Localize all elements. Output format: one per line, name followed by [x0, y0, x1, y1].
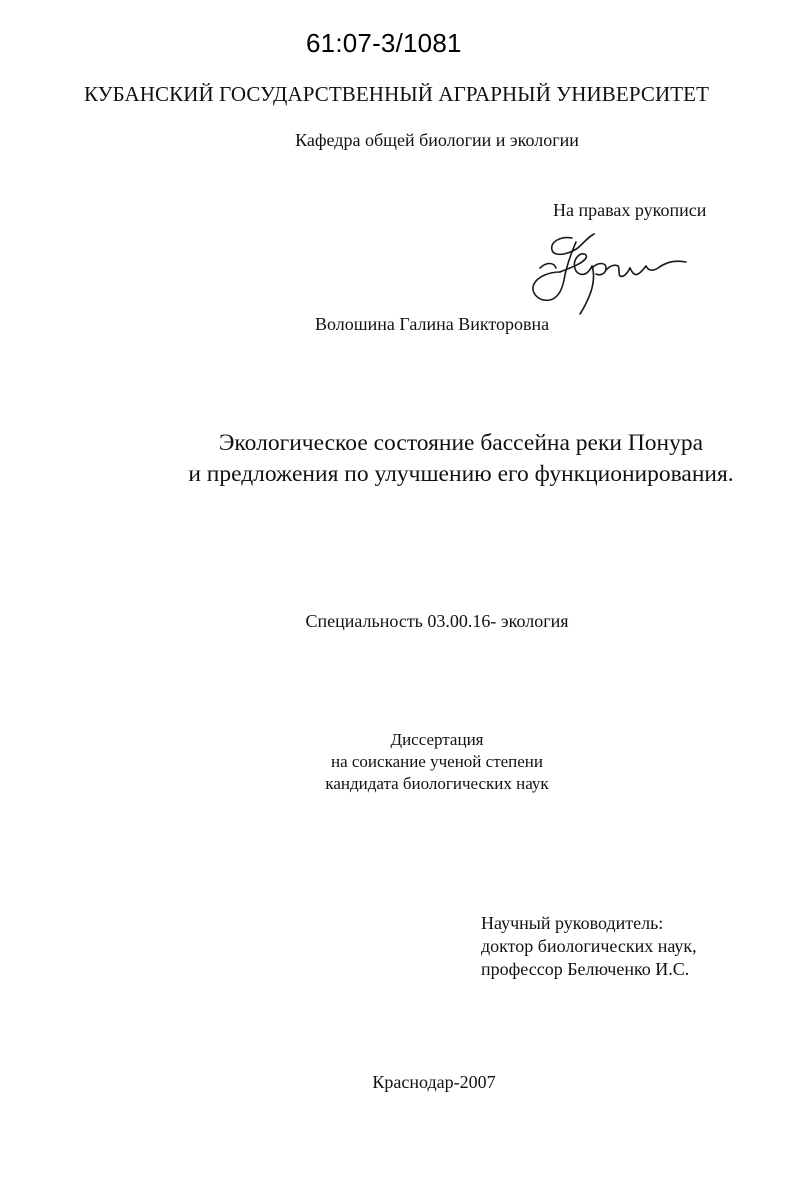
- title-line-1: Экологическое состояние бассейна реки Понура: [218, 430, 704, 456]
- author-name: Волошина Галина Викторовна: [315, 314, 550, 334]
- degree-line-3: кандидата биологических наук: [325, 774, 549, 793]
- title-line-2: и предложения по улучшению его функционирования.: [188, 461, 734, 487]
- supervisor-line-2: доктор биологических наук,: [481, 936, 697, 956]
- manuscript-rights-note: На правах рукописи: [553, 200, 707, 220]
- degree-line-2: на соискание ученой степени: [330, 752, 544, 771]
- handwritten-signature-icon: [520, 228, 695, 320]
- city-year: Краснодар-2007: [372, 1072, 496, 1092]
- dissertation-title: [0, 428, 793, 490]
- degree-statement: [0, 729, 793, 795]
- scientific-supervisor: [481, 912, 697, 981]
- university-name: КУБАНСКИЙ ГОСУДАРСТВЕННЫЙ АГРАРНЫЙ УНИВЕРСИТЕТ: [83, 82, 710, 106]
- department-name: Кафедра общей биологии и экологии: [295, 130, 579, 150]
- degree-line-1: Диссертация: [390, 730, 484, 749]
- supervisor-line-1: Научный руководитель:: [481, 913, 664, 933]
- catalog-number: 61:07-3/1081: [306, 28, 462, 58]
- specialty: Специальность 03.00.16- экология: [305, 611, 569, 631]
- supervisor-line-3: профессор Белюченко И.С.: [481, 959, 690, 979]
